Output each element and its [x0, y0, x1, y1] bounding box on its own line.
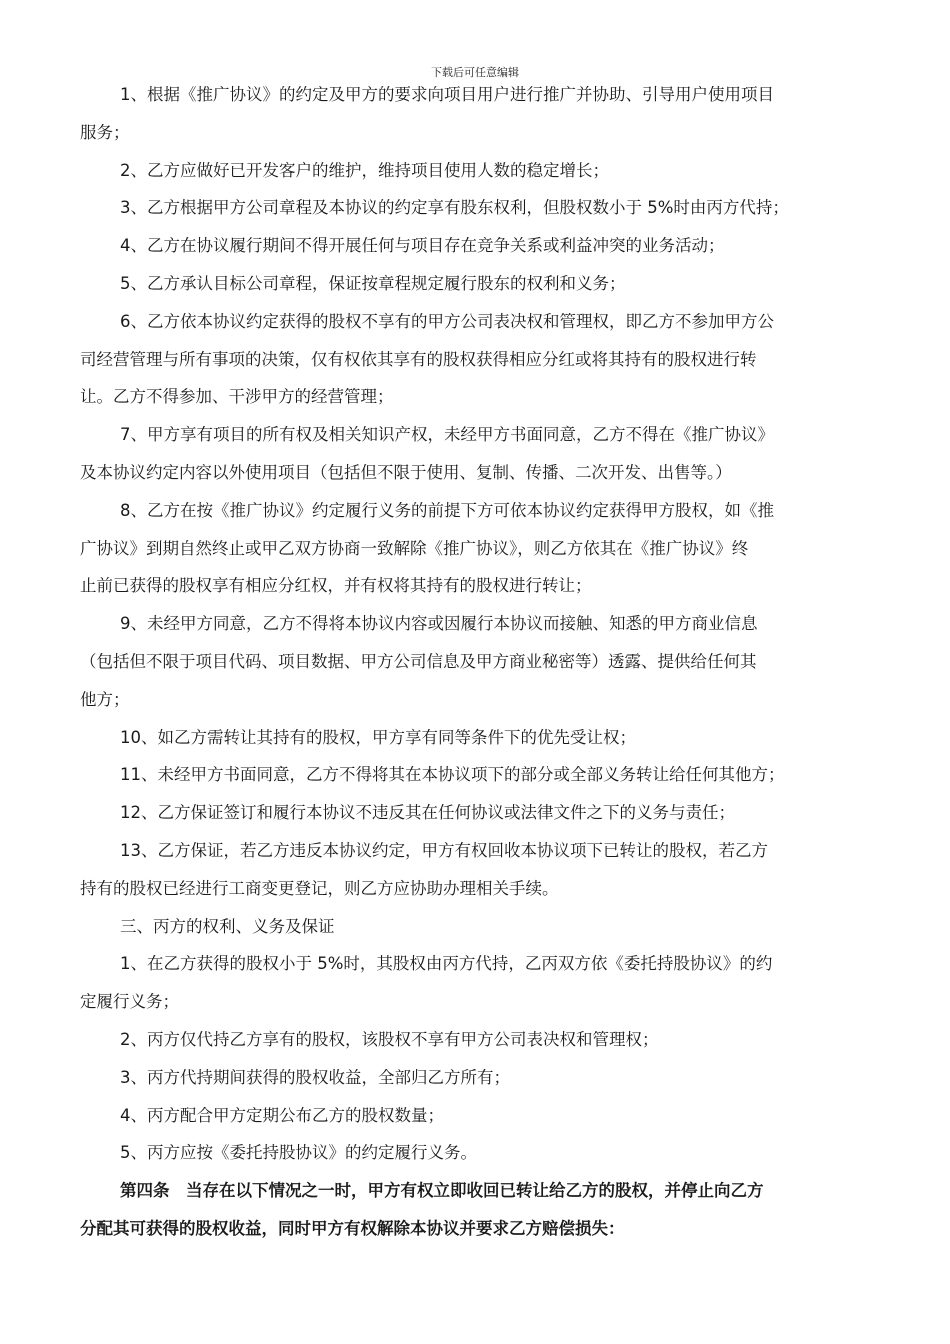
paragraph-line: 7、甲方享有项目的所有权及相关知识产权，未经甲方书面同意，乙方不得在《推广协议》: [120, 425, 774, 445]
paragraph-line: （包括但不限于项目代码、项目数据、甲方公司信息及甲方商业秘密等）透露、提供给任何其: [80, 651, 757, 671]
paragraph: [80, 189, 875, 227]
paragraph: [80, 227, 875, 265]
paragraph: [80, 1134, 875, 1172]
paragraph-line: 11、未经甲方书面同意，乙方不得将其在本协议项下的部分或全部义务转让给任何其他方；: [120, 765, 785, 785]
paragraph-line: 1、在乙方获得的股权小于 5%时，其股权由丙方代持，乙丙双方依《委托持股协议》的约: [120, 954, 773, 974]
paragraph: [80, 756, 875, 794]
paragraph: [80, 1172, 875, 1248]
paragraph-line: 让。乙方不得参加、干涉甲方的经营管理；: [80, 387, 394, 407]
paragraph-line: 及本协议约定内容以外使用项目（包括但不限于使用、复制、传播、二次开发、出售等。）: [80, 462, 732, 482]
paragraph-line: 9、未经甲方同意，乙方不得将本协议内容或因履行本协议而接触、知悉的甲方商业信息: [120, 614, 758, 634]
paragraph-line: 定履行义务；: [80, 992, 179, 1012]
paragraph-line: 2、乙方应做好已开发客户的维护，维持项目使用人数的稳定增长；: [120, 160, 609, 180]
paragraph: [80, 794, 875, 832]
paragraph-line: 6、乙方依本协议约定获得的股权不享有的甲方公司表决权和管理权，即乙方不参加甲方公: [120, 311, 774, 331]
paragraph-line: 3、丙方代持期间获得的股权收益，全部归乙方所有；: [120, 1067, 510, 1087]
paragraph: [80, 832, 875, 908]
paragraph-line: 4、乙方在协议履行期间不得开展任何与项目存在竞争关系或利益冲突的业务活动；: [120, 236, 725, 256]
paragraph: [80, 152, 875, 190]
paragraph-line: 5、乙方承认目标公司章程，保证按章程规定履行股东的权利和义务；: [120, 273, 626, 293]
paragraph-line: 3、乙方根据甲方公司章程及本协议的约定享有股东权利，但股权数小于 5%时由丙方代持；: [120, 198, 789, 218]
paragraph-line: 5、丙方应按《委托持股协议》的约定履行义务。: [120, 1143, 477, 1163]
paragraph-line: 他方；: [80, 689, 130, 709]
paragraph-line: 1、根据《推广协议》的约定及甲方的要求向项目用户进行推广并协助、引导用户使用项目: [120, 85, 774, 104]
paragraph-line: 12、乙方保证签订和履行本协议不违反其在任何协议或法律文件之下的义务与责任；: [120, 803, 735, 823]
paragraph: [80, 945, 875, 1021]
paragraph-line: 2、丙方仅代持乙方享有的股权，该股权不享有甲方公司表决权和管理权；: [120, 1029, 659, 1049]
paragraph: [80, 265, 875, 303]
paragraph-line: 4、丙方配合甲方定期公布乙方的股权数量；: [120, 1105, 444, 1125]
paragraph-line: 8、乙方在按《推广协议》约定履行义务的前提下方可依本协议约定获得甲方股权，如《推: [120, 500, 774, 520]
paragraph: [80, 605, 875, 718]
paragraph: [80, 719, 875, 757]
paragraph-line: 第四条 当存在以下情况之一时，甲方有权立即收回已转让给乙方的股权，并停止向乙方: [120, 1181, 764, 1201]
paragraph-line: 10、如乙方需转让其持有的股权，甲方享有同等条件下的优先受让权；: [120, 727, 636, 747]
paragraph: [80, 1021, 875, 1059]
paragraph-line: 止前已获得的股权享有相应分红权，并有权将其持有的股权进行转让；: [80, 576, 592, 596]
document-body: [80, 76, 875, 1248]
paragraph: [80, 492, 875, 605]
paragraph: [80, 76, 875, 152]
paragraph-line: 广协议》到期自然终止或甲乙双方协商一致解除《推广协议》，则乙方依其在《推广协议》终: [80, 538, 749, 558]
paragraph: [80, 303, 875, 416]
paragraph-line: 13、乙方保证，若乙方违反本协议约定，甲方有权回收本协议项下已转让的股权，若乙方: [120, 840, 768, 860]
paragraph: [80, 416, 875, 492]
paragraph: [80, 1059, 875, 1097]
paragraph-line: 服务；: [80, 122, 130, 142]
paragraph-line: 分配其可获得的股权收益，同时甲方有权解除本协议并要求乙方赔偿损失：: [80, 1218, 625, 1238]
paragraph-line: 三、丙方的权利、义务及保证: [120, 916, 335, 936]
page-header: 下载后可任意编辑: [431, 66, 519, 79]
paragraph: [80, 908, 875, 946]
paragraph-line: 司经营管理与所有事项的决策，仅有权依其享有的股权获得相应分红或将其持有的股权进行转: [80, 349, 757, 369]
paragraph-line: 持有的股权已经进行工商变更登记，则乙方应协助办理相关手续。: [80, 878, 559, 898]
paragraph: [80, 1097, 875, 1135]
